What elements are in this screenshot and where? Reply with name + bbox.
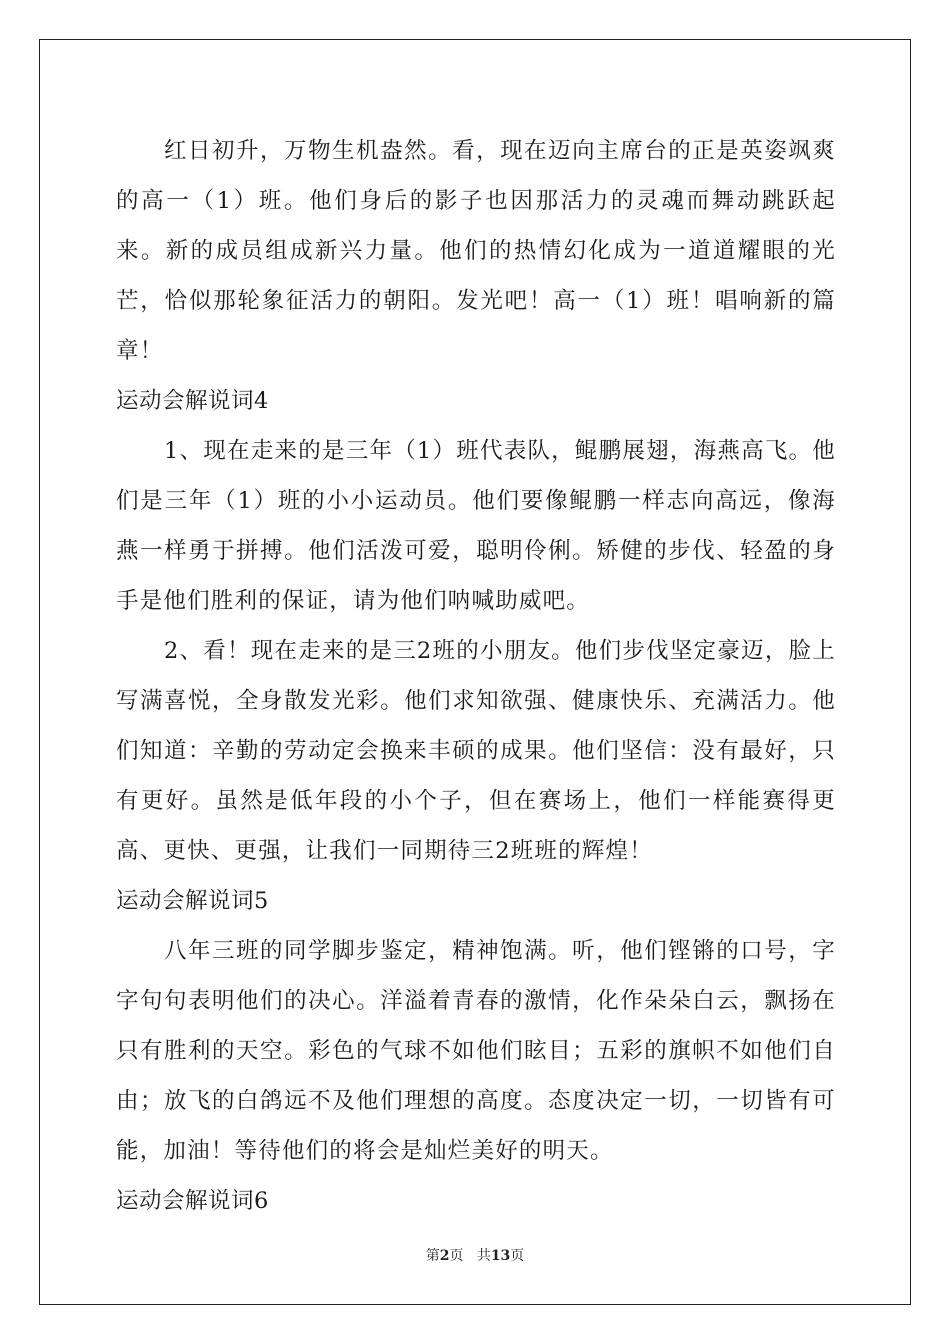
- footer-prefix: 第: [425, 1248, 440, 1264]
- total-page-count: 13: [490, 1248, 511, 1264]
- paragraph: 八年三班的同学脚步鉴定，精神饱满。听，他们铿锵的口号，字字句句表明他们的决心。洋溢着青春的激情，化作朵朵白云，飘扬在只有胜利的天空。彩色的气球不如他们眩目；五彩的旗帜不如他们自由；放飞的白鸽远不及他们理想的高度。态度决定一切，一切皆有可能，加油！等待他们的将会是灿烂美好的明天。: [116, 938, 836, 1164]
- page-footer: [0, 1246, 950, 1266]
- section-heading: 运动会解说词4: [116, 388, 269, 414]
- footer-total-prefix: 共: [476, 1248, 491, 1264]
- paragraph: 红日初升，万物生机盎然。看，现在迈向主席台的正是英姿飒爽的高一（1）班。他们身后的影子也因那活力的灵魂而舞动跳跃起来。新的成员组成新兴力量。他们的热情幻化成为一道道耀眼的光芒，恰似那轮象征活力的朝阳。发光吧！高一（1）班！唱响新的篇章！: [116, 138, 836, 364]
- section-heading: 运动会解说词5: [116, 888, 269, 914]
- current-page-number: 2: [439, 1248, 450, 1264]
- paragraph: 2、看！现在走来的是三2班的小朋友。他们步伐坚定豪迈，脸上写满喜悦，全身散发光彩。他们求知欲强、健康快乐、充满活力。他们知道：辛勤的劳动定会换来丰硕的成果。他们坚信：没有最好，只有更好。虽然是低年段的小个子，但在赛场上，他们一样能赛得更高、更快、更强，让我们一同期待三2班班的辉煌！: [116, 638, 836, 864]
- footer-page-suffix: 页: [449, 1248, 464, 1264]
- paragraph: 1、现在走来的是三年（1）班代表队，鲲鹏展翅，海燕高飞。他们是三年（1）班的小小运动员。他们要像鲲鹏一样志向高远，像海燕一样勇于拼搏。他们活泼可爱，聪明伶俐。矫健的步伐、轻盈的身手是他们胜利的保证，请为他们呐喊助威吧。: [116, 438, 836, 614]
- section-heading: 运动会解说词6: [116, 1188, 269, 1214]
- document-body: [116, 126, 836, 1226]
- footer-total-suffix: 页: [510, 1248, 525, 1264]
